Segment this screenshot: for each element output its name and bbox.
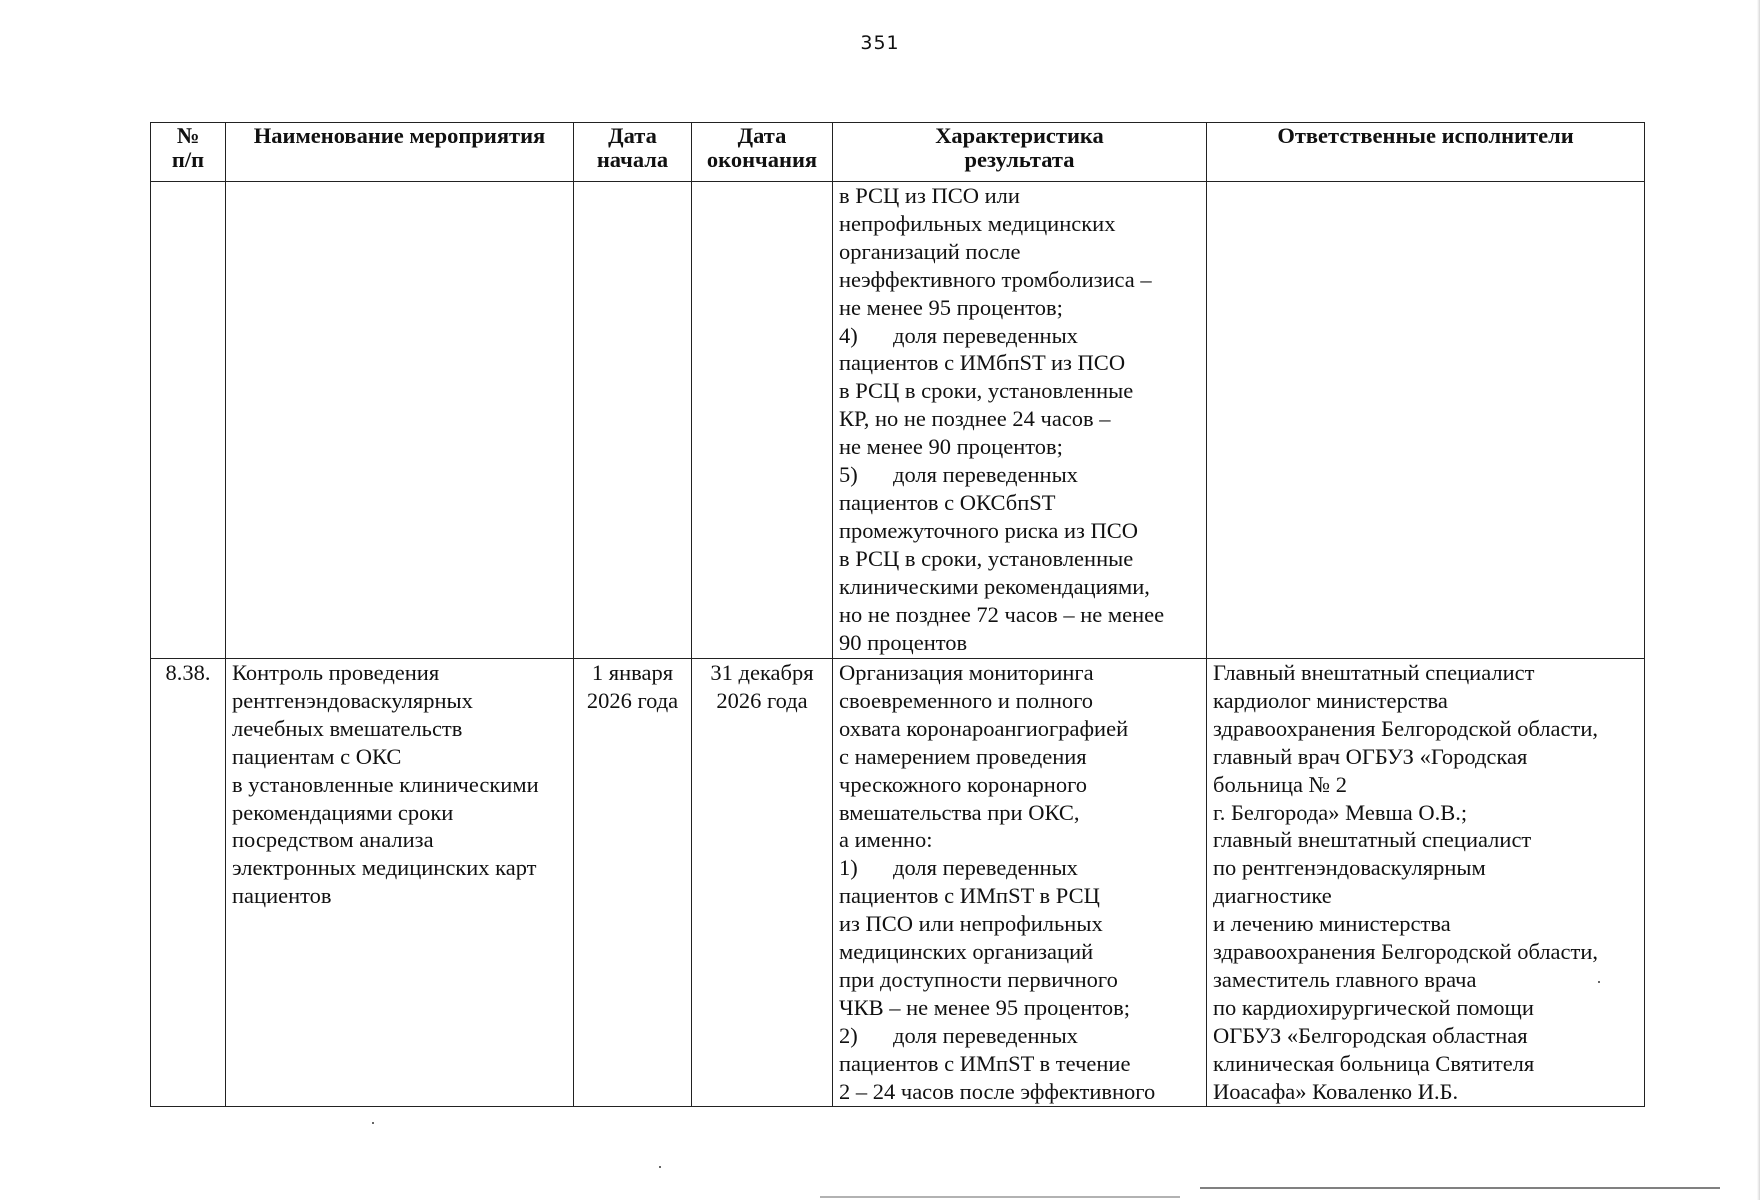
cell-executors-line: и лечению министерства [1213, 911, 1451, 937]
cell-executors-line: заместитель главного врача [1213, 966, 1477, 992]
cell-result-line: не менее 90 процентов; [839, 434, 1063, 460]
scan-artifact-line [820, 1196, 1180, 1198]
cell-result-line: пациентов с ИМбпST из ПСО [839, 350, 1126, 376]
header-start-line: начала [596, 147, 669, 172]
header-executors [1207, 123, 1645, 182]
cell-result-line: неэффективного тромболизиса – [839, 266, 1152, 292]
header-result-line: Характеристика [935, 123, 1104, 148]
cell-executors-line: клиническая больница Святителя [1213, 1050, 1535, 1076]
cell-executors [1207, 182, 1645, 659]
cell-start-date [574, 182, 692, 659]
cell-activity-name [226, 659, 574, 1107]
header-num-line: п/п [171, 147, 205, 172]
scan-artifact-dot [1598, 981, 1600, 983]
cell-executors-line: здравоохранения Белгородской области, [1213, 715, 1599, 741]
header-executors-line: Ответственные исполнители [1277, 123, 1574, 148]
cell-activity-name-line: рентгенэндоваскулярных [232, 687, 473, 713]
cell-executors-line: Иоасафа» Коваленко И.Б. [1213, 1078, 1459, 1104]
cell-result-line: в РСЦ в сроки, установленные [839, 378, 1134, 404]
scan-artifact-dot [659, 1166, 661, 1168]
cell-executors-line: ОГБУЗ «Белгородская областная [1213, 1022, 1528, 1048]
cell-result-line: охвата коронароангиографией [839, 715, 1129, 741]
cell-result-line: в РСЦ из ПСО или [839, 183, 1020, 208]
list-item-text: доля переведенных [893, 322, 1078, 348]
cell-result-line [839, 1022, 1200, 1050]
cell-activity-name-line: лечебных вмешательств [232, 715, 463, 741]
cell-end-date-line: 31 декабря [710, 660, 814, 685]
header-end-date [692, 123, 833, 182]
cell-executors-line: г. Белгорода» Мевша О.В.; [1213, 799, 1468, 825]
cell-result-line: медицинских организаций [839, 939, 1094, 965]
cell-result-line: непрофильных медицинских [839, 210, 1116, 236]
cell-executors-line: кардиолог министерства [1213, 687, 1448, 713]
cell-result-line: пациентов с ОКСбпST [839, 489, 1056, 515]
table-header-row [151, 123, 1645, 182]
list-item-text: доля переведенных [893, 1022, 1078, 1048]
cell-result-line: с намерением проведения [839, 743, 1087, 769]
cell-result-line: не менее 95 процентов; [839, 294, 1063, 320]
cell-result-line: пациентов с ИМпST в РСЦ [839, 883, 1100, 909]
cell-executors-line: Главный внештатный специалист [1213, 660, 1535, 685]
cell-result-line: но не позднее 72 часов – не менее [839, 601, 1165, 627]
cell-result-line: 2 – 24 часов после эффективного [839, 1078, 1156, 1104]
cell-result [833, 182, 1207, 659]
header-name-line: Наименование мероприятия [253, 123, 546, 148]
cell-result-line: КР, но не позднее 24 часов – [839, 406, 1111, 432]
table-row [151, 659, 1645, 1107]
cell-executors-line: диагностике [1213, 883, 1332, 909]
cell-activity-name [226, 182, 574, 659]
cell-activity-name-line: Контроль проведения [232, 660, 440, 685]
cell-activity-name-line: рекомендациями сроки [232, 799, 454, 825]
cell-executors [1207, 659, 1645, 1107]
cell-end-date-line: 2026 года [716, 687, 808, 713]
cell-result-line [839, 461, 1200, 489]
header-name [226, 123, 574, 182]
cell-result-line: своевременного и полного [839, 687, 1094, 713]
cell-end-date [692, 659, 833, 1107]
header-start-date [574, 123, 692, 182]
header-num [151, 123, 226, 182]
cell-activity-name-line: в установленные клиническими [232, 771, 539, 797]
cell-start-date [574, 659, 692, 1107]
cell-result-line [839, 854, 1200, 882]
cell-executors-line: здравоохранения Белгородской области, [1213, 939, 1599, 965]
cell-result-line: из ПСО или непрофильных [839, 911, 1103, 937]
cell-number [151, 182, 226, 659]
cell-result [833, 659, 1207, 1107]
scan-artifact-dot [372, 1122, 374, 1124]
table-row [151, 182, 1645, 659]
list-item-number: 1) [839, 855, 858, 881]
header-num-line: № [176, 123, 200, 148]
cell-result-line: а именно: [839, 827, 933, 853]
cell-result-line: чрескожного коронарного [839, 771, 1087, 797]
cell-activity-name-line: пациентам с ОКС [232, 743, 402, 769]
header-result [833, 123, 1207, 182]
cell-result-line: вмешательства при ОКС, [839, 799, 1080, 825]
cell-start-date-line: 2026 года [586, 687, 679, 713]
cell-result-line: при доступности первичного [839, 966, 1118, 992]
cell-result-line [839, 322, 1200, 350]
cell-end-date [692, 182, 833, 659]
page-number: 351 [860, 32, 900, 54]
list-item-number: 2) [839, 1022, 858, 1048]
cell-result-line: в РСЦ в сроки, установленные [839, 545, 1134, 571]
activities-table [150, 122, 1645, 1107]
scan-artifact-line [1200, 1187, 1720, 1189]
list-item-text: доля переведенных [893, 462, 1078, 488]
cell-result-line: пациентов с ИМпST в течение [839, 1050, 1131, 1076]
header-start-line: Дата [608, 123, 657, 148]
cell-executors-line: по рентгенэндоваскулярным [1213, 855, 1486, 881]
cell-activity-name-line: посредством анализа [232, 827, 434, 853]
cell-start-date-line: 1 января [591, 660, 674, 685]
cell-result-line: организаций после [839, 238, 1021, 264]
cell-result-line: промежуточного риска из ПСО [839, 517, 1139, 543]
cell-executors-line: больница № 2 [1213, 771, 1347, 797]
cell-executors-line: по кардиохирургической помощи [1213, 994, 1534, 1020]
list-item-number: 4) [839, 322, 858, 348]
cell-result-line: 90 процентов [839, 629, 968, 655]
cell-number: 8.38. [151, 659, 226, 1107]
header-end-line: окончания [706, 147, 818, 172]
cell-activity-name-line: пациентов [232, 883, 332, 909]
cell-result-line: Организация мониторинга [839, 660, 1094, 685]
header-end-line: Дата [737, 123, 787, 148]
cell-executors-line: главный внештатный специалист [1213, 827, 1532, 853]
header-result-line: результата [964, 147, 1075, 172]
cell-executors-line: главный врач ОГБУЗ «Городская [1213, 743, 1528, 769]
list-item-number: 5) [839, 462, 858, 488]
cell-result-line: клиническими рекомендациями, [839, 573, 1150, 599]
cell-result-line: ЧКВ – не менее 95 процентов; [839, 994, 1131, 1020]
cell-activity-name-line: электронных медицинских карт [232, 855, 537, 881]
list-item-text: доля переведенных [893, 855, 1078, 881]
